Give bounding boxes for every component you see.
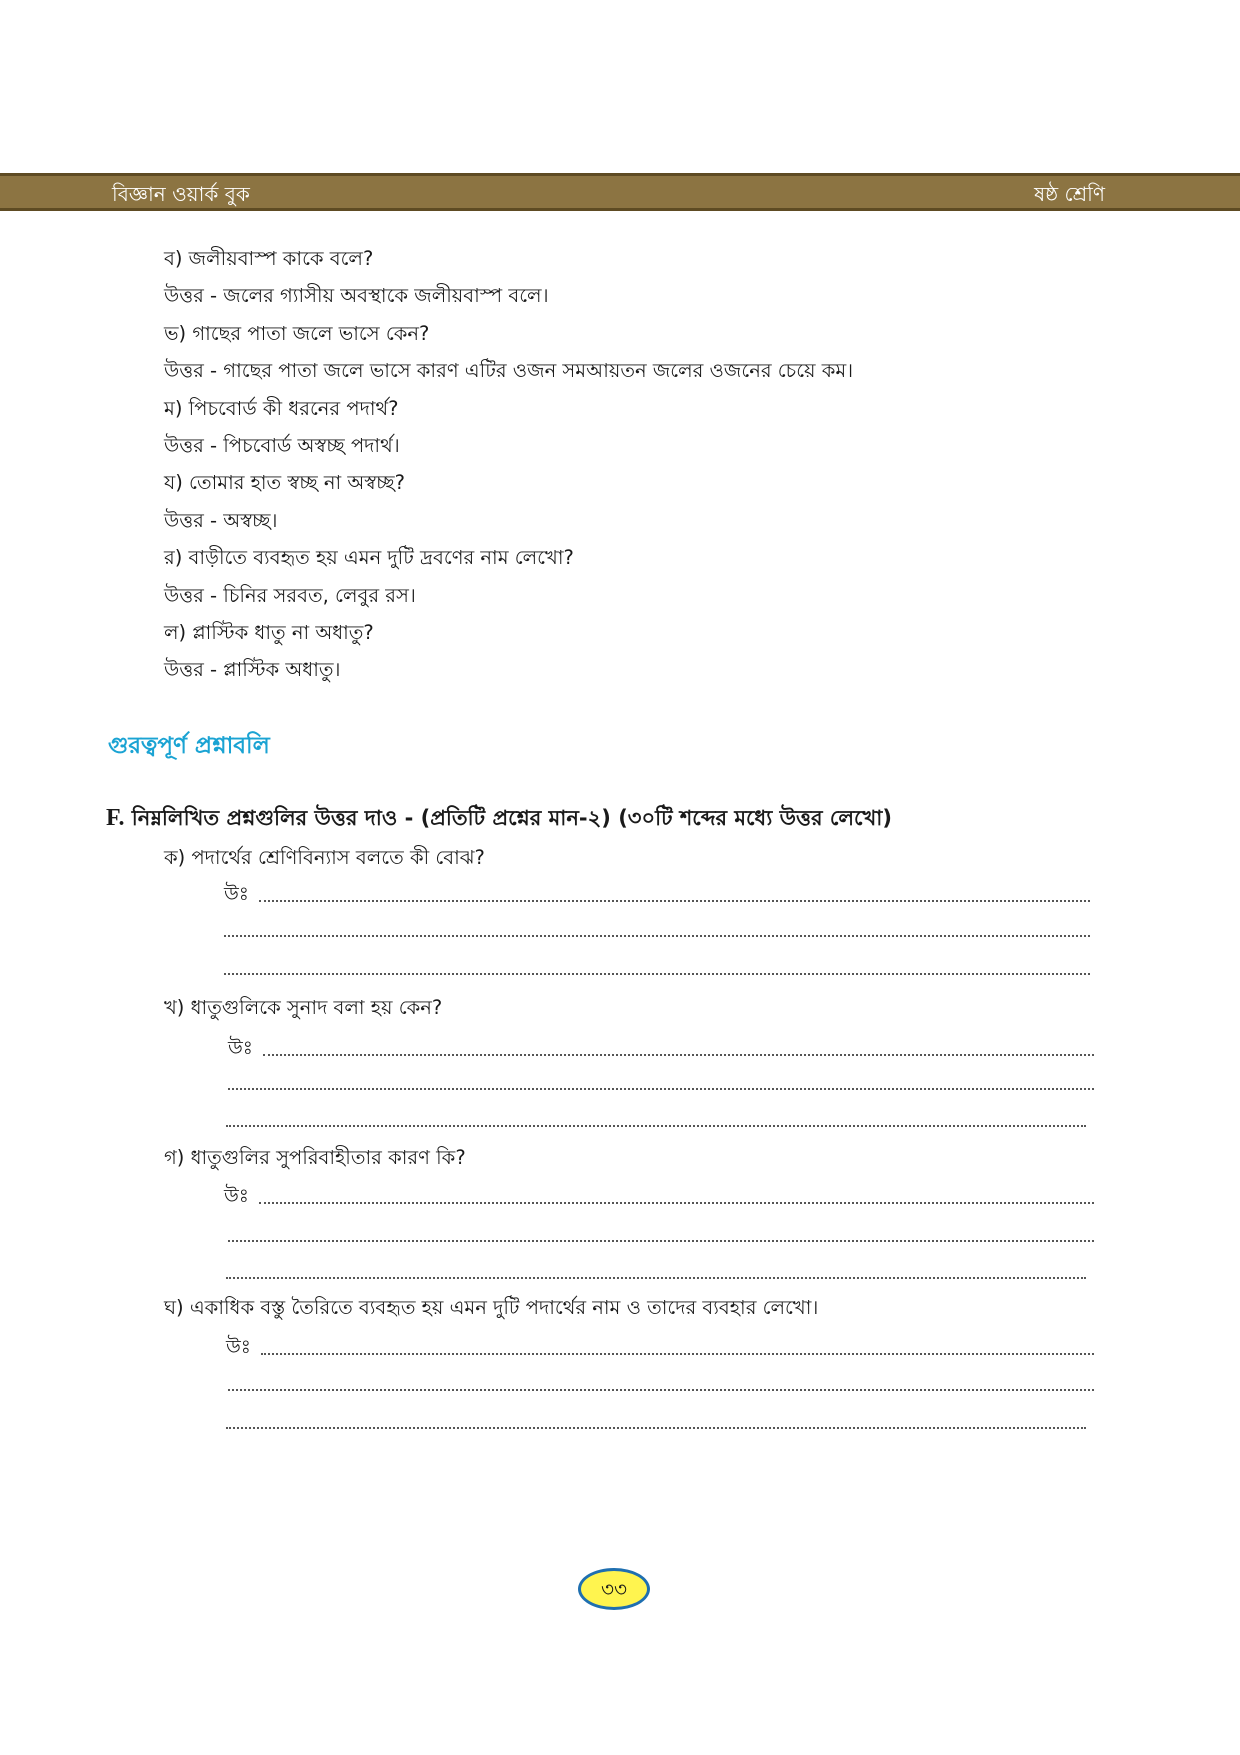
question-line: ম) পিচবোর্ড কী ধরনের পদার্থ? [164, 396, 399, 420]
dotted-line [226, 1124, 1086, 1127]
dotted-line [228, 1388, 1094, 1391]
dotted-line [259, 1201, 1094, 1204]
answer-line: উত্তর - পিচবোর্ড অস্বচ্ছ পদার্থ। [164, 433, 400, 457]
question-gha: ঘ) একাধিক বস্তু তৈরিতে ব্যবহৃত হয় এমন দুটি পদার্থের নাম ও তাদের ব্যবহার লেখো। [164, 1296, 819, 1319]
dotted-line [228, 1239, 1094, 1242]
question-line: ব) জলীয়বাস্প কাকে বলে? [164, 247, 374, 270]
question-ka: ক) পদার্থের শ্রেণিবিন্যাস বলতে কী বোঝ? [164, 846, 485, 869]
question-kha: খ) ধাতুগুলিকে সুনাদ বলা হয় কেন? [164, 996, 443, 1019]
dotted-line [226, 1276, 1086, 1279]
answer-line: উত্তর - প্লাস্টিক অধাতু। [164, 658, 341, 682]
answer-line: উত্তর - জলের গ্যাসীয় অবস্থাকে জলীয়বাস্প বলে। [164, 284, 549, 308]
answer-line-field[interactable] [228, 1036, 1094, 1060]
answer-label: উঃ [228, 1037, 253, 1059]
answer-line-field[interactable] [226, 1409, 1086, 1433]
answer-line-field[interactable] [228, 1222, 1094, 1246]
question-line: র) বাড়ীতে ব্যবহৃত হয় এমন দুটি দ্রবণের নাম লেখো? [164, 546, 574, 570]
dotted-line [224, 972, 1090, 975]
question-line: ভ) গাছের পাতা জলে ভাসে কেন? [164, 321, 430, 345]
answer-line-field[interactable] [226, 1259, 1086, 1283]
section-title: গুরত্বপূর্ণ প্রশ্নাবলি [108, 733, 270, 759]
answer-label: উঃ [224, 1185, 249, 1207]
class-label: ষষ্ঠ শ্রেণি [1034, 182, 1105, 206]
answer-line-field[interactable] [228, 1371, 1094, 1395]
question-ga: গ) ধাতুগুলির সুপরিবাহীতার কারণ কি? [164, 1146, 466, 1169]
answer-line-field[interactable] [226, 1107, 1086, 1131]
header-band [0, 173, 1240, 211]
answer-label: উঃ [224, 883, 249, 905]
qa-list [164, 240, 1144, 689]
book-title: বিজ্ঞান ওয়ার্ক বুক [112, 182, 250, 206]
dotted-line [226, 1426, 1086, 1429]
instruction-text: নিম্নলিখিত প্রশ্নগুলির উত্তর দাও - (প্রতিটি প্রশ্নের মান-২) (৩০টি শব্দের মধ্যে উত্তর লেখো) [131, 806, 892, 830]
instruction-letter: F. [106, 805, 125, 831]
answer-line: উত্তর - অস্বচ্ছ। [164, 508, 278, 532]
answer-line-field[interactable] [224, 917, 1090, 941]
question-line: ল) প্লাস্টিক ধাতু না অধাতু? [164, 620, 374, 644]
instruction [106, 802, 892, 837]
question-line: য) তোমার হাত স্বচ্ছ না অস্বচ্ছ? [164, 471, 405, 495]
dotted-line [263, 1053, 1094, 1056]
answer-line-field[interactable] [224, 955, 1090, 979]
dotted-line [228, 1087, 1094, 1090]
answer-line: উত্তর - গাছের পাতা জলে ভাসে কারণ এটির ওজন সমআয়তন জলের ওজনের চেয়ে কম। [164, 359, 854, 383]
answer-line-field[interactable] [224, 1184, 1094, 1208]
dotted-line [261, 1352, 1094, 1355]
dotted-line [259, 899, 1090, 902]
page-number: ৩৩ [578, 1568, 650, 1610]
answer-line-field[interactable] [226, 1335, 1094, 1359]
answer-label: উঃ [226, 1336, 251, 1358]
answer-line-field[interactable] [224, 882, 1090, 906]
dotted-line [224, 934, 1090, 937]
answer-line-field[interactable] [228, 1070, 1094, 1094]
answer-line: উত্তর - চিনির সরবত, লেবুর রস। [164, 583, 416, 607]
